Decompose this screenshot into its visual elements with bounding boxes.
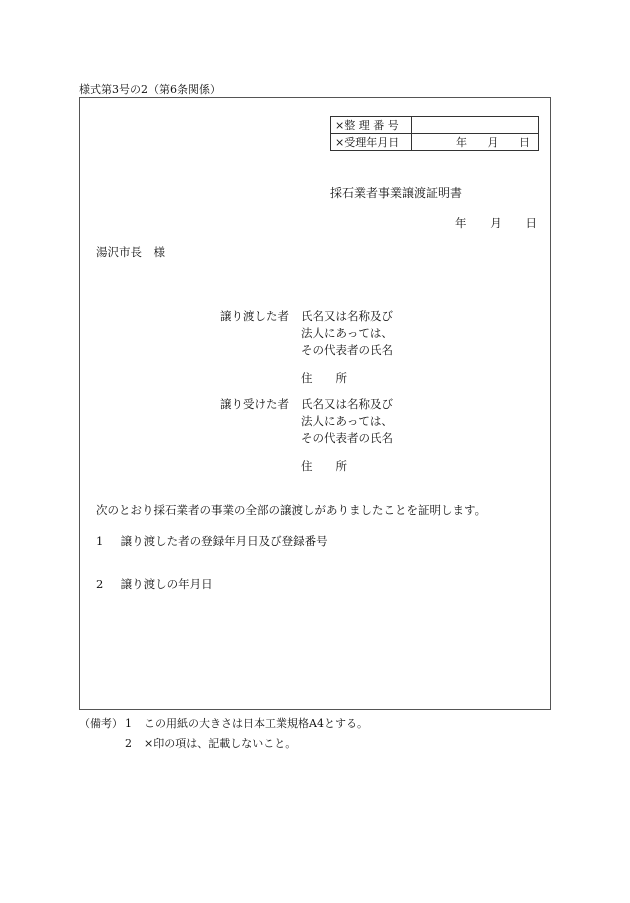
form-frame xyxy=(79,97,551,710)
transferor-name-line3: その代表者の氏名 xyxy=(301,343,393,357)
received-date-label: ×受理年月日 xyxy=(331,134,412,151)
transferee-heading: 譲り受けた者 xyxy=(220,397,289,411)
issue-year-label: 年 xyxy=(455,216,467,230)
remarks-section xyxy=(79,713,368,753)
reference-number-field[interactable] xyxy=(412,117,539,134)
item-transfer-date xyxy=(96,576,213,592)
issue-day-label: 日 xyxy=(525,216,537,230)
issue-month-label: 月 xyxy=(490,216,502,230)
office-row-reference-number xyxy=(331,117,539,134)
transferor-name-line1: 氏名又は名称及び xyxy=(301,309,393,323)
transferor-name-block xyxy=(301,308,393,359)
item-registration xyxy=(96,533,328,549)
transferor-address-label: 住 所 xyxy=(301,371,347,385)
document-title: 採石業者事業譲渡証明書 xyxy=(330,186,463,200)
form-number-title: 様式第3号の2（第6条関係） xyxy=(79,83,221,96)
received-year-label: 年 xyxy=(456,136,467,149)
received-date-field[interactable] xyxy=(412,134,539,151)
declaration-text: 次のとおり採石業者の事業の全部の譲渡しがありましたことを証明します。 xyxy=(96,503,487,517)
issue-date xyxy=(455,215,537,231)
item-text: 譲り渡した者の登録年月日及び登録番号 xyxy=(120,534,328,548)
remark-text: ×印の項は、記載しないこと。 xyxy=(144,737,297,750)
transferee-name-line2: 法人にあっては、 xyxy=(301,414,393,428)
remarks-heading: （備考） xyxy=(79,717,123,730)
item-number: 2 xyxy=(96,577,104,591)
remark-text: この用紙の大きさは日本工業規格A4とする。 xyxy=(144,717,368,730)
reference-number-label: ×整 理 番 号 xyxy=(331,117,412,134)
remark-number: 2 xyxy=(125,736,132,750)
received-day-label: 日 xyxy=(519,136,530,149)
office-use-table xyxy=(330,116,539,151)
remark-number: 1 xyxy=(125,716,132,730)
received-month-label: 月 xyxy=(487,136,499,149)
transferee-address-label: 住 所 xyxy=(301,459,347,473)
remark-line xyxy=(79,713,368,733)
item-number: 1 xyxy=(96,534,104,548)
addressee: 湯沢市長 様 xyxy=(96,245,165,259)
transferee-name-block xyxy=(301,396,393,447)
transferee-name-line3: その代表者の氏名 xyxy=(301,431,393,445)
remark-line xyxy=(79,733,368,753)
transferee-name-line1: 氏名又は名称及び xyxy=(301,397,393,411)
item-text: 譲り渡しの年月日 xyxy=(120,577,213,591)
transferor-heading: 譲り渡した者 xyxy=(220,309,289,323)
transferor-name-line2: 法人にあっては、 xyxy=(301,326,393,340)
office-row-received-date xyxy=(331,134,539,151)
